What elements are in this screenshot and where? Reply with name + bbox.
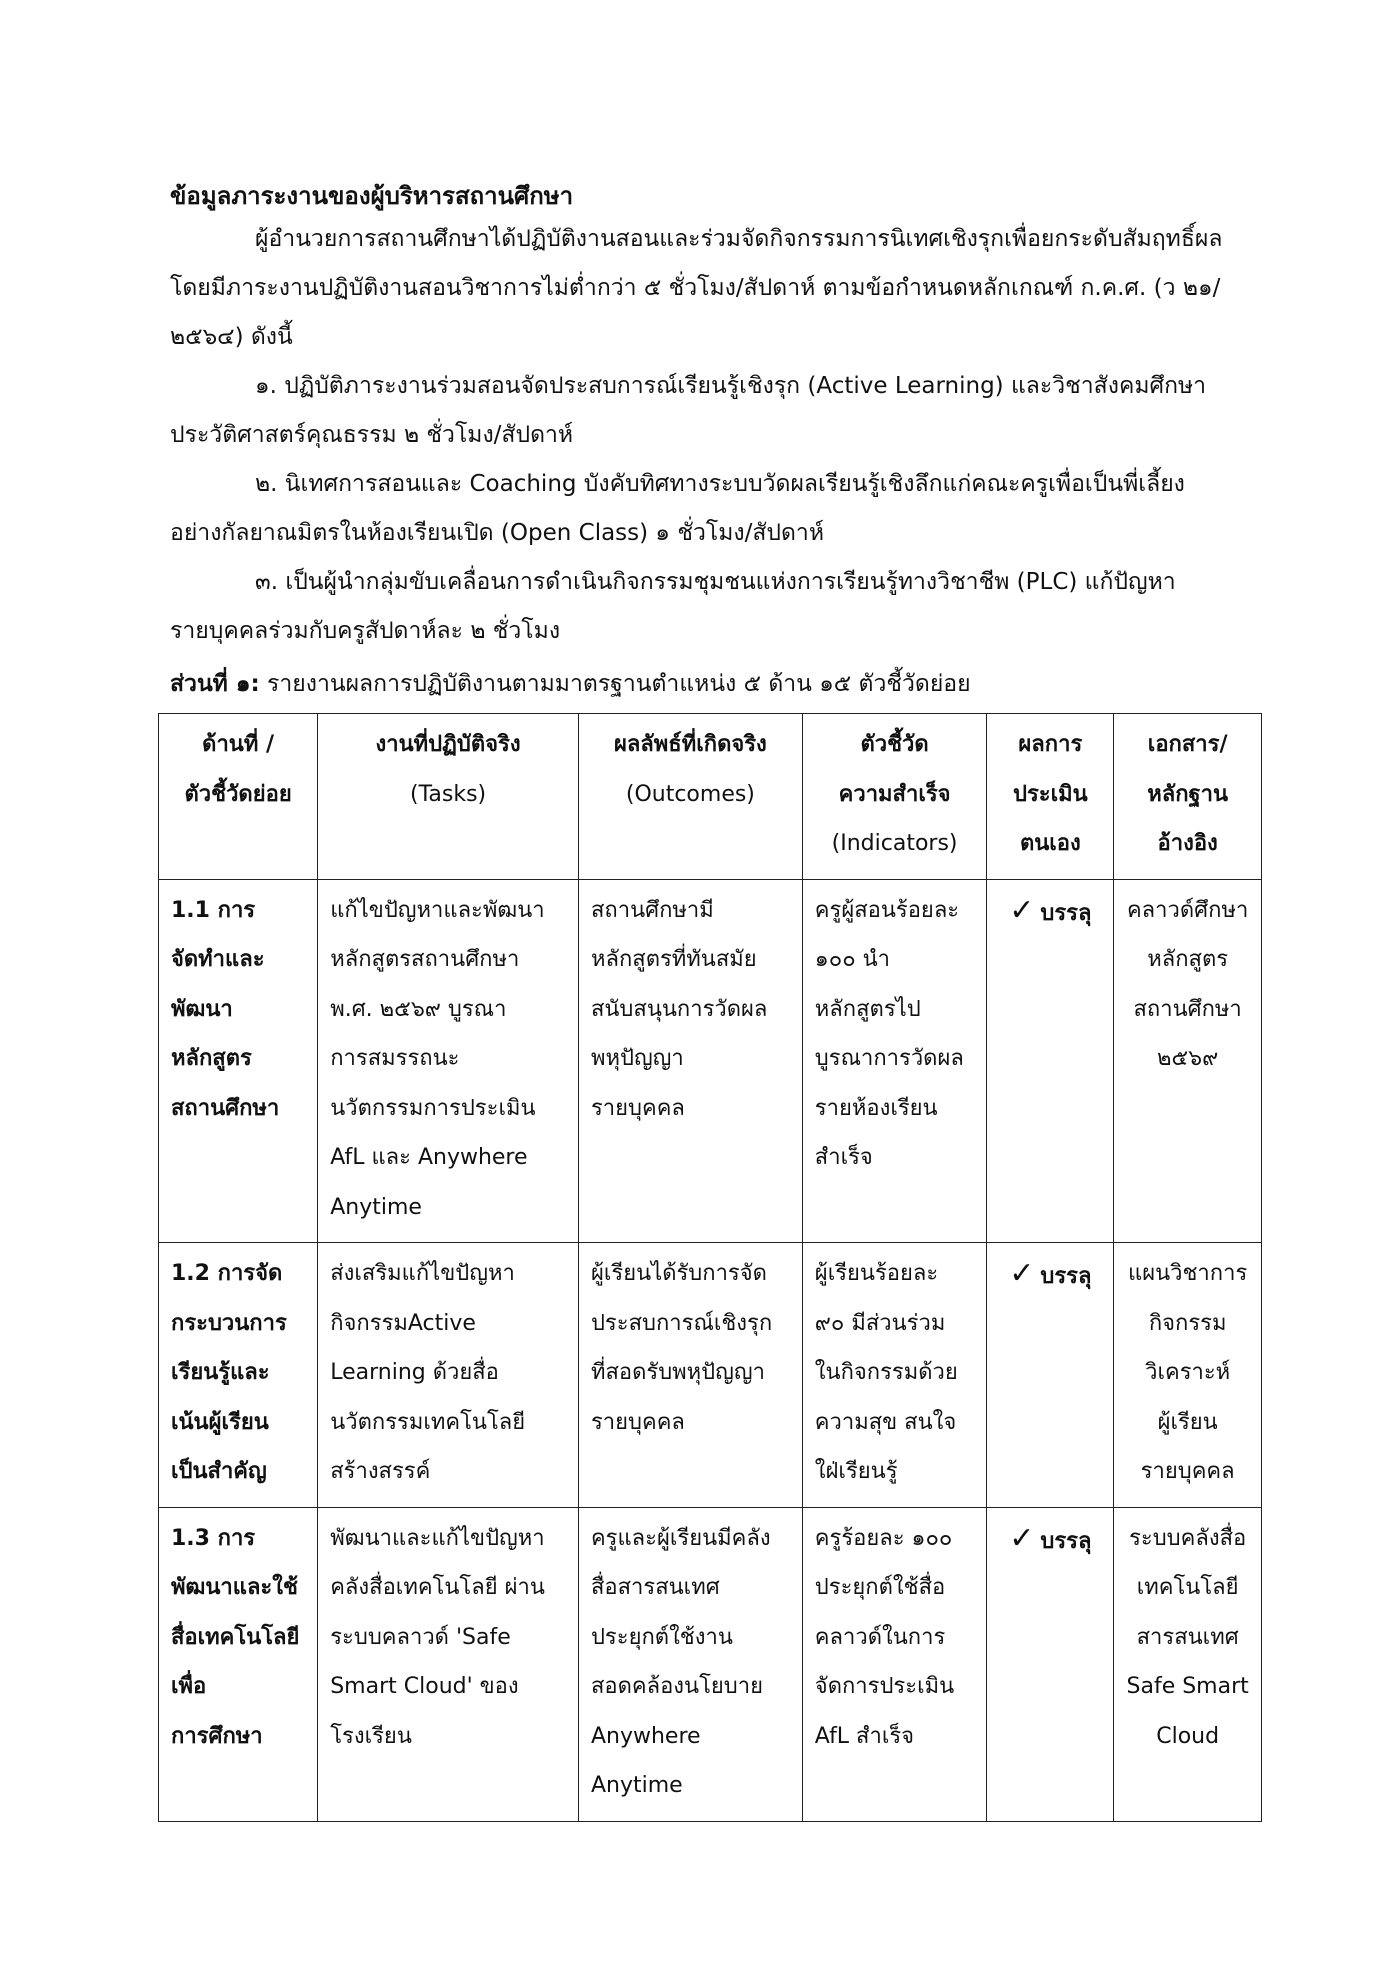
cell-text: สถานศึกษา (171, 1095, 280, 1121)
header-text: ผลการ (1018, 732, 1083, 757)
item-line: ๓. เป็นผู้นำกลุ่มขับเคลื่อนการดำเนินกิจกรรมชุมชนแห่งการเรียนรู้ทางวิชาชีพ (PLC) แก้ปัญหา (255, 569, 1176, 595)
header-text: (Tasks) (410, 781, 487, 807)
cell-text: Learning ด้วยสื่อ (330, 1360, 499, 1385)
cell-text: ผู้เรียนได้รับการจัด (590, 1261, 767, 1286)
header-text: ตัวชี้วัด (860, 732, 929, 757)
item-line: รายบุคคลร่วมกับครูสัปดาห์ละ ๒ ชั่วโมง (170, 618, 561, 644)
cell-text: ๒๕๖๙ (1157, 1046, 1219, 1071)
cell-evidence (1114, 1507, 1262, 1821)
item-1 (170, 362, 1230, 460)
cell-tasks (318, 879, 579, 1243)
header-text: ความสำเร็จ (838, 781, 951, 807)
header-text: หลักฐาน (1147, 781, 1229, 807)
cell-outcomes (578, 1507, 802, 1821)
cell-text: Smart Cloud' ของ (330, 1674, 519, 1699)
intro-line: ๒๕๖๔) ดังนี้ (170, 324, 293, 350)
cell-text: Anywhere (590, 1723, 701, 1749)
cell-text: วิเคราะห์ (1145, 1360, 1231, 1385)
cell-result (987, 879, 1114, 1243)
cell-indicator (159, 879, 318, 1243)
cell-text: สถานศึกษามี (590, 897, 714, 923)
cell-success (802, 1507, 987, 1821)
item-3 (170, 558, 1230, 656)
cell-text: Anytime (590, 1773, 683, 1798)
cell-indicator (159, 1507, 318, 1821)
cell-outcomes (578, 879, 802, 1243)
header-indicators (802, 714, 987, 880)
cell-text: สื่อสารสนเทศ (590, 1575, 720, 1600)
cell-text: กระบวนการ (171, 1310, 287, 1336)
cell-text: เพื่อ (171, 1674, 207, 1699)
header-outcomes (578, 714, 802, 880)
cell-text: Anytime (330, 1194, 422, 1220)
cell-text: ครูและผู้เรียนมีคลัง (590, 1525, 771, 1551)
intro-line: ผู้อำนวยการสถานศึกษาได้ปฏิบัติงานสอนและร่วมจัดกิจกรรมการนิเทศเชิงรุกเพื่อยกระดับสัมฤทธิ์ผล (255, 226, 1223, 252)
intro-paragraph (170, 215, 1230, 362)
cell-text: พ.ศ. ๒๕๖๙ บูรณา (330, 996, 507, 1022)
table-row (159, 879, 1262, 1243)
cell-text: ครูร้อยละ ๑๐๐ (814, 1525, 953, 1551)
cell-text: สร้างสรรค์ (330, 1459, 431, 1484)
cell-text: สอดคล้องนโยบาย (590, 1674, 764, 1699)
header-text: อ้างอิง (1157, 831, 1218, 856)
cell-text: หลักสูตรที่ทันสมัย (590, 947, 757, 972)
cell-text: พัฒนาและใช้ (171, 1575, 298, 1600)
cell-text: ๑๐๐ นำ (814, 947, 891, 972)
cell-text: ประยุกต์ใช้สื่อ (814, 1575, 946, 1600)
section-label: ส่วนที่ ๑: (170, 671, 260, 697)
check-icon: ✓ (1009, 1256, 1035, 1291)
item-line: ๑. ปฏิบัติภาระงานร่วมสอนจัดประสบการณ์เรียนรู้เชิงรุก (Active Learning) และวิชาสังคมศึกษา (255, 373, 1207, 399)
cell-text: รายห้องเรียน (814, 1095, 938, 1121)
cell-text: สนับสนุนการวัดผล (590, 996, 768, 1022)
cell-text: Cloud (1156, 1723, 1220, 1749)
cell-text: สารสนเทศ (1136, 1624, 1239, 1650)
cell-text: นวัตกรรมการประเมิน (330, 1095, 536, 1121)
cell-text: รายบุคคล (590, 1095, 685, 1121)
cell-outcomes (578, 1243, 802, 1508)
header-text: (Outcomes) (625, 781, 755, 807)
cell-text: พหุปัญญา (590, 1046, 684, 1071)
cell-text: ผู้เรียนร้อยละ (814, 1261, 939, 1286)
cell-text: 1.3 การ (171, 1525, 256, 1551)
section-text: รายงานผลการปฏิบัติงานตามมาตรฐานตำแหน่ง ๕ ด้าน ๑๕ ตัวชี้วัดย่อย (259, 671, 971, 697)
table-row (159, 1507, 1262, 1821)
cell-text: ความสุข สนใจ (814, 1409, 957, 1435)
cell-text: เรียนรู้และ (171, 1360, 270, 1385)
cell-text: ส่งเสริมแก้ไขปัญหา (330, 1261, 515, 1286)
cell-text: AfL สำเร็จ (814, 1723, 915, 1749)
item-2 (170, 460, 1230, 558)
cell-text: รายบุคคล (590, 1409, 685, 1435)
cell-indicator (159, 1243, 318, 1508)
table-header-row (159, 714, 1262, 880)
header-text: ผลลัพธ์ที่เกิดจริง (613, 732, 767, 757)
result-text: บรรลุ (1040, 1528, 1092, 1554)
cell-evidence (1114, 879, 1262, 1243)
cell-text: ประยุกต์ใช้งาน (590, 1624, 733, 1650)
cell-text: รายบุคคล (1140, 1459, 1235, 1484)
cell-text: เป็นสำคัญ (171, 1459, 267, 1484)
cell-text: โรงเรียน (330, 1723, 412, 1749)
cell-text: หลักสูตรไป (814, 996, 921, 1022)
cell-success (802, 879, 987, 1243)
header-text: ประเมิน (1013, 781, 1088, 807)
header-text: ตัวชี้วัดย่อย (184, 781, 292, 807)
cell-text: แก้ไขปัญหาและพัฒนา (330, 897, 545, 923)
cell-success (802, 1243, 987, 1508)
result-text: บรรลุ (1040, 900, 1092, 926)
cell-text: ๙๐ มีส่วนร่วม (814, 1310, 946, 1336)
cell-text: คลาวด์ศึกษา (1126, 897, 1249, 923)
cell-text: เทคโนโลยี (1136, 1575, 1239, 1600)
check-icon: ✓ (1009, 1520, 1035, 1556)
cell-text: เน้นผู้เรียน (171, 1409, 269, 1435)
result-text: บรรลุ (1040, 1264, 1092, 1289)
item-line: อย่างกัลยาณมิตรในห้องเรียนเปิด (Open Class) ๑ ชั่วโมง/สัปดาห์ (170, 520, 825, 546)
header-evidence (1114, 714, 1262, 880)
cell-text: ในกิจกรรมด้วย (814, 1360, 958, 1385)
cell-tasks (318, 1243, 579, 1508)
cell-text: ระบบคลาวด์ 'Safe (330, 1624, 511, 1650)
cell-result (987, 1507, 1114, 1821)
header-self-assessment (987, 714, 1114, 880)
cell-text: กิจกรรมActive (330, 1310, 476, 1336)
header-tasks (318, 714, 579, 880)
page-heading: ข้อมูลภาระงานของผู้บริหารสถานศึกษา (170, 182, 574, 210)
cell-text: ประสบการณ์เชิงรุก (590, 1310, 773, 1336)
cell-text: การศึกษา (171, 1723, 263, 1749)
cell-text: คลังสื่อเทคโนโลยี ผ่าน (330, 1575, 545, 1600)
item-line: ประวัติศาสตร์คุณธรรม ๒ ชั่วโมง/สัปดาห์ (170, 422, 574, 448)
item-line: ๒. นิเทศการสอนและ Coaching บังคับทิศทางระบบวัดผลเรียนรู้เชิงลึกแก่คณะครูเพื่อเป็นพี่เลี้ยง (255, 471, 1185, 497)
cell-text: หลักสูตรสถานศึกษา (330, 947, 520, 972)
cell-text: สื่อเทคโนโลยี (171, 1624, 300, 1650)
cell-text: สถานศึกษา (1133, 996, 1242, 1022)
header-text: ตนเอง (1019, 831, 1081, 856)
cell-text: บูรณาการวัดผล (814, 1046, 964, 1071)
cell-text: ครูผู้สอนร้อยละ (814, 897, 960, 923)
table-row (159, 1243, 1262, 1508)
header-text: (Indicators) (831, 831, 958, 856)
cell-text: 1.1 การ (171, 897, 256, 923)
header-text: ด้านที่ / (202, 732, 275, 757)
cell-text: Safe Smart (1126, 1674, 1249, 1699)
cell-text: หลักสูตร (171, 1046, 252, 1071)
cell-text: พัฒนา (171, 996, 233, 1022)
cell-text: การสมรรถนะ (330, 1046, 460, 1071)
cell-text: ระบบคลังสื่อ (1129, 1525, 1247, 1551)
header-text: เอกสาร/ (1147, 732, 1228, 757)
cell-text: ที่สอดรับพหุปัญญา (590, 1360, 765, 1385)
cell-text: หลักสูตร (1147, 947, 1229, 972)
cell-evidence (1114, 1243, 1262, 1508)
cell-text: ผู้เรียน (1157, 1409, 1218, 1435)
cell-text: แผนวิชาการ (1128, 1261, 1248, 1286)
cell-text: จัดทำและ (171, 947, 265, 972)
cell-text: สำเร็จ (814, 1145, 873, 1170)
cell-text: AfL และ Anywhere (330, 1145, 528, 1170)
cell-tasks (318, 1507, 579, 1821)
check-icon: ✓ (1009, 892, 1035, 928)
cell-text: จัดการประเมิน (814, 1674, 955, 1699)
header-indicator (159, 714, 318, 880)
cell-text: นวัตกรรมเทคโนโลยี (330, 1409, 526, 1435)
intro-line: โดยมีภาระงานปฏิบัติงานสอนวิชาการไม่ต่ำกว่า ๕ ชั่วโมง/สัปดาห์ ตามข้อกำหนดหลักเกณฑ์ ก.ค.ศ. (ว ๒๑/ (170, 275, 1221, 301)
cell-text: คลาวด์ในการ (814, 1624, 946, 1650)
section-title (170, 664, 971, 704)
cell-text: ใฝ่เรียนรู้ (814, 1459, 898, 1484)
cell-text: 1.2 การจัด (171, 1261, 283, 1286)
header-text: งานที่ปฏิบัติจริง (375, 732, 521, 757)
cell-text: กิจกรรม (1148, 1310, 1227, 1336)
cell-text: พัฒนาและแก้ไขปัญหา (330, 1525, 545, 1551)
cell-result (987, 1243, 1114, 1508)
report-table (158, 713, 1262, 1822)
